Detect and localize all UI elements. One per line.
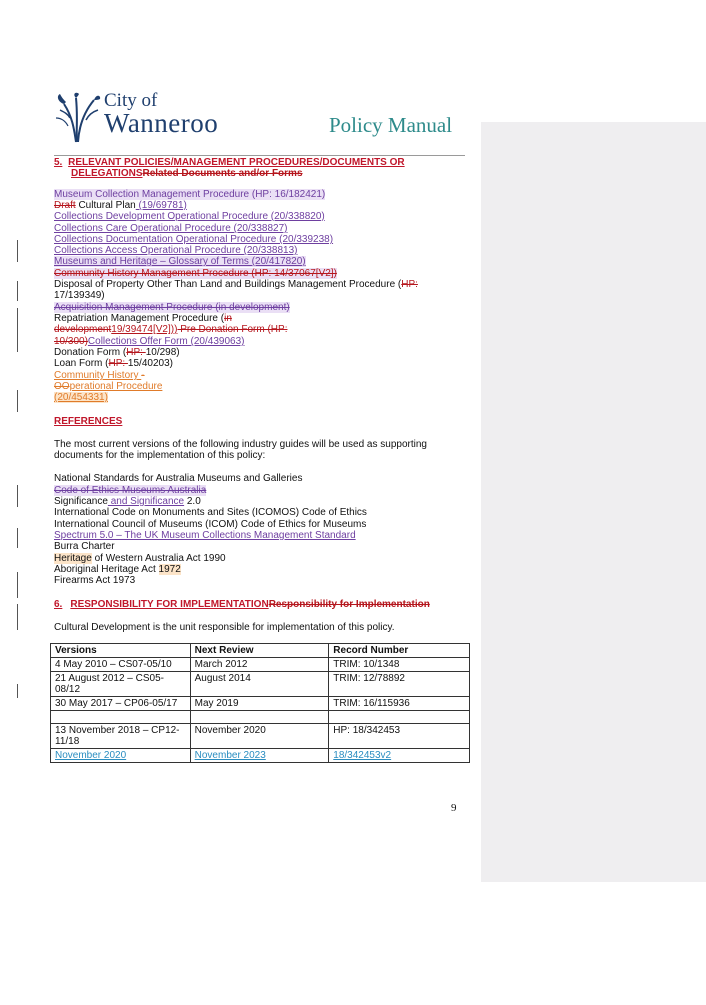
table-cell: August 2014 <box>190 672 329 697</box>
section5-heading-line1: RELEVANT POLICIES/MANAGEMENT PROCEDURES/DOCUMENTS OR <box>68 157 405 168</box>
change-bar <box>17 281 18 301</box>
table-cell: 4 May 2010 – CS07-05/10 <box>51 658 191 672</box>
doc-operational-procedure-ref: (20/454331) <box>54 392 108 403</box>
section5-heading-line2 <box>71 168 303 180</box>
ref-icomos: International Code on Monuments and Sites (ICOMOS) Code of Ethics <box>54 507 367 518</box>
doc-donation-form: Donation Form (HP: 10/298) <box>54 347 180 358</box>
doc-collections-care: Collections Care Operational Procedure (20/338827) <box>54 223 288 234</box>
logo-wanneroo-text: Wanneroo <box>104 108 219 138</box>
doc-acquisition-deleted: Acquisition Management Procedure (in development) <box>54 302 290 313</box>
section5-heading-inserted: DELEGATIONS <box>71 168 143 179</box>
change-bar <box>17 308 18 352</box>
doc-collections-offer: 10/300)Collections Offer Form (20/439063) <box>54 336 245 347</box>
table-cell: 21 August 2012 – CS05-08/12 <box>51 672 191 697</box>
doc-community-history-deleted: Community History Management Procedure (HP: 14/37067[V2]) <box>54 268 337 279</box>
change-bar <box>17 572 18 598</box>
doc-repatriation: Repatriation Management Procedure (in <box>54 313 232 324</box>
table-cell: TRIM: 16/115936 <box>329 697 470 711</box>
ref-code-ethics-deleted: Code of Ethics Museums Australia <box>54 485 207 496</box>
references-intro-line2: documents for the implementation of this policy: <box>54 450 266 461</box>
table-header-next-review: Next Review <box>190 644 329 658</box>
table-row <box>51 749 470 763</box>
table-cell: November 2020 <box>51 749 191 763</box>
doc-museum-collection: Museum Collection Management Procedure (HP: 16/182421) <box>54 189 326 200</box>
doc-disposal-ref: 17/139349) <box>54 290 105 301</box>
comment-pane <box>481 122 706 882</box>
table-header-row <box>51 644 470 658</box>
table-cell: 30 May 2017 – CP06-05/17 <box>51 697 191 711</box>
page-number: 9 <box>451 802 457 814</box>
change-bar <box>17 684 18 698</box>
ref-burra: Burra Charter <box>54 541 115 552</box>
doc-glossary: Museums and Heritage – Glossary of Terms (20/417820) <box>54 256 306 267</box>
table-cell: November 2023 <box>190 749 329 763</box>
table-row <box>51 672 470 697</box>
doc-disposal: Disposal of Property Other Than Land and Buildings Management Procedure (HP: <box>54 279 418 290</box>
table-cell <box>51 711 191 724</box>
ref-spectrum: Spectrum 5.0 – The UK Museum Collections Management Standard <box>54 530 356 541</box>
table-cell: 13 November 2018 – CP12-11/18 <box>51 724 191 749</box>
doc-loan-form: Loan Form (HP: 15/40203) <box>54 358 173 369</box>
doc-community-history-op: Community History - <box>54 370 145 381</box>
ref-aboriginal-act: Aboriginal Heritage Act 1972 <box>54 564 181 575</box>
header-divider <box>54 155 465 156</box>
doc-collections-development: Collections Development Operational Procedure (20/338820) <box>54 211 325 222</box>
change-bar <box>17 528 18 548</box>
ref-firearms-act: Firearms Act 1973 <box>54 575 136 586</box>
table-cell: TRIM: 10/1348 <box>329 658 470 672</box>
table-cell: 18/342453v2 <box>329 749 470 763</box>
references-intro-line1: The most current versions of the following industry guides will be used as supporting <box>54 439 427 450</box>
table-row <box>51 697 470 711</box>
ref-significance: Significance and Significance 2.0 <box>54 496 201 507</box>
section5-heading-deleted: Related Documents and/or Forms <box>142 168 303 179</box>
ref-national-standards: National Standards for Australia Museums and Galleries <box>54 473 303 484</box>
logo-city-text: City of <box>104 90 158 111</box>
table-row <box>51 711 470 724</box>
city-logo <box>54 92 244 144</box>
doc-collections-access: Collections Access Operational Procedure (20/338813) <box>54 245 298 256</box>
references-heading: REFERENCES <box>54 416 123 427</box>
change-bar <box>17 604 18 630</box>
change-bar <box>17 390 18 412</box>
doc-operational-procedure: OOperational Procedure <box>54 381 163 392</box>
version-history-table <box>50 643 470 763</box>
table-header-versions: Versions <box>51 644 191 658</box>
policy-manual-title: Policy Manual <box>329 113 453 137</box>
section5-number: 5. <box>54 157 63 168</box>
change-bar <box>17 240 18 262</box>
doc-cultural-plan: Draft Cultural Plan (19/69781) <box>54 200 187 211</box>
doc-repatriation-ref: development19/39474[V2])) Pre Donation Form (HP: <box>54 324 288 335</box>
table-cell: March 2012 <box>190 658 329 672</box>
wanneroo-flower-icon <box>54 92 102 144</box>
section6-heading: 6. RESPONSIBILITY FOR IMPLEMENTATIONResponsibility for Implementation <box>54 599 430 610</box>
table-cell: TRIM: 12/78892 <box>329 672 470 697</box>
change-bar <box>17 485 18 507</box>
table-cell: May 2019 <box>190 697 329 711</box>
table-cell: November 2020 <box>190 724 329 749</box>
ref-icom: International Council of Museums (ICOM) Code of Ethics for Museums <box>54 519 367 530</box>
table-header-record-number: Record Number <box>329 644 470 658</box>
section6-body: Cultural Development is the unit responsible for implementation of this policy. <box>54 622 395 633</box>
table-row <box>51 724 470 749</box>
table-row <box>51 658 470 672</box>
ref-heritage-act: Heritage of Western Australia Act 1990 <box>54 553 226 564</box>
table-cell: HP: 18/342453 <box>329 724 470 749</box>
table-cell <box>190 711 329 724</box>
doc-collections-documentation: Collections Documentation Operational Procedure (20/339238) <box>54 234 334 245</box>
table-cell <box>329 711 470 724</box>
